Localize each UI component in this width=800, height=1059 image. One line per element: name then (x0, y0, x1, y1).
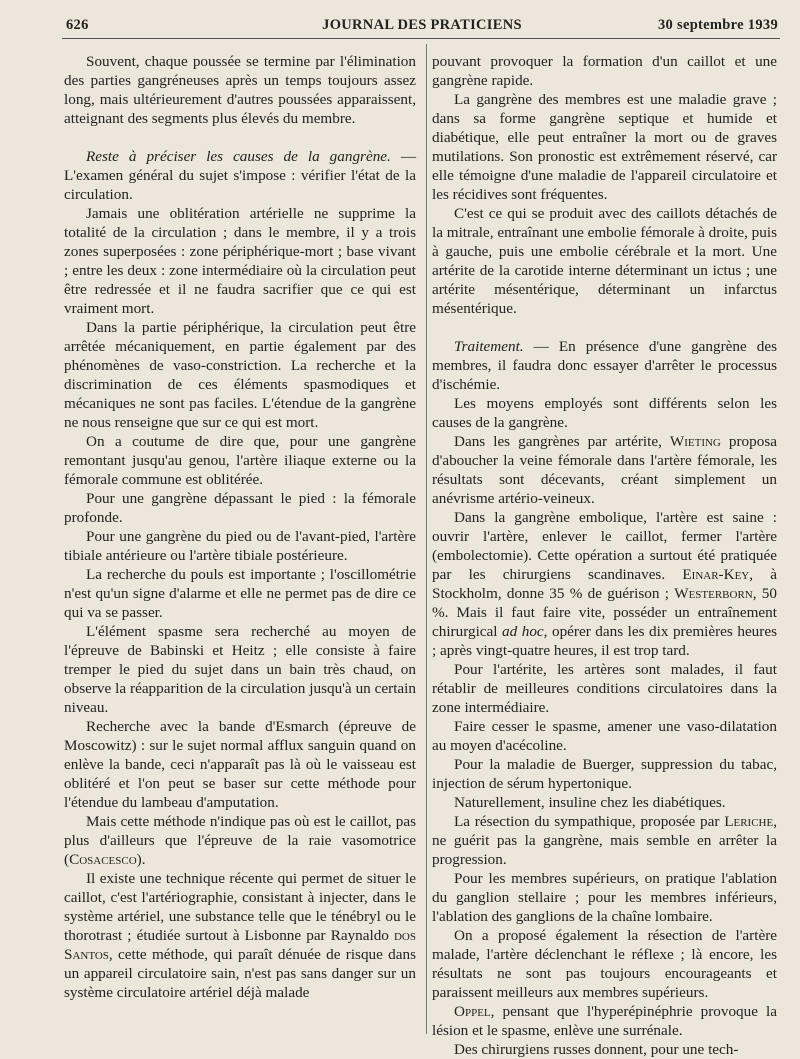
issue-date: 30 septembre 1939 (657, 17, 778, 33)
author-name: Oppel (454, 1003, 491, 1020)
page-header (66, 13, 778, 37)
author-name: Leriche (724, 813, 774, 830)
paragraph-text: Dans les gangrènes par artérite, (454, 433, 670, 450)
paragraph-text: , cette méthode, qui paraît dénuée de risque dans un appareil circulatoire sain, n'est pas sans danger sur un système circulatoire artériel déjà malade (64, 946, 416, 1001)
right-column (432, 52, 777, 1059)
paragraph: Naturellement, insuline chez les diabétiques. (454, 794, 726, 811)
paragraph: La gangrène des membres est une maladie grave ; dans sa forme gangrène septique et humide et diabétique, elle peut entraîner la mort ou de graves mutilations. Son pronostic est extrêmement réservé, car elle témoigne d'une maladie de l'appareil circulatoire et les récidives sont fréquentes. (432, 91, 777, 203)
author-name: Wieting (669, 433, 721, 450)
paragraph-text: — En présence d'une gangrène des membres, il faudra donc essayer d'arrêter le processus d'ischémie. (432, 338, 777, 393)
paragraph: L'élément spasme sera recherché au moyen de l'épreuve de Babinski et Heitz ; elle consiste à faire tremper le pied du sujet dans un bain très chaud, on observe la réapparition de la circulation jusqu'à un certain niveau. (64, 623, 416, 716)
paragraph-treatment (432, 337, 777, 394)
paragraph-text: Dans la gangrène embolique, l'artère est saine : ouvrir l'artère, enlever le caillot, fermer l'artère (embolectomie). Cette opération a surtout été pratiquée par les chirurgiens scandinaves. (432, 509, 777, 583)
paragraph (432, 812, 777, 869)
journal-title: JOURNAL DES PRATICIENS (322, 17, 522, 33)
author-name: dos Santos (64, 927, 416, 963)
paragraph: Les moyens employés sont différents selon les causes de la gangrène. (432, 395, 777, 431)
paragraph-text: , opérer dans les dix premières heures ; après vingt-quatre heures, il est trop tard. (432, 623, 777, 659)
header-rule (62, 38, 780, 39)
paragraph-text: — L'examen général du sujet s'impose : vérifier l'état de la circulation. (64, 148, 417, 203)
paragraph: Pour la maladie de Buerger, suppression du tabac, injection de sérum hypertonique. (432, 756, 777, 792)
paragraph: Dans la partie périphérique, la circulation peut être arrêtée mécaniquement, en partie également par des phénomènes de vaso-constriction. La recherche et la discrimination de ces éléments spasmodiques et mécaniques ne sont pas faciles. L'étendue de la gangrène ne nous renseigne que sur ce qui est mort. (64, 319, 416, 431)
paragraph: Recherche avec la bande d'Esmarch (épreuve de Moscowitz) : sur le sujet normal afflux sanguin quand on enlève la bande, ceci n'apparaît pas là où le vaisseau est oblitéré et l'on peut se baser sur cette méthode pour l'étendue du lambeau d'amputation. (64, 718, 416, 811)
section-heading-treatment: Traitement. (454, 338, 524, 355)
paragraph: Pour l'artérite, les artères sont malades, il faut rétablir de meilleures conditions circulatoires dans la zone intermédiaire. (432, 661, 777, 716)
author-name: Westerborn (674, 585, 753, 602)
paragraph-text: La résection du sympathique, proposée par (454, 813, 725, 830)
paragraph (432, 1002, 777, 1040)
paragraph: Souvent, chaque poussée se termine par l'élimination des parties gangréneuses après un temps toujours assez long, mais ultérieurement d'autres poussées apparaissent, atteignant des segments plus élevés du membre. (64, 53, 416, 127)
paragraph-text: proposa d'aboucher la veine fémorale dans l'artère fémorale, les résultats sont décevants, créant simplement un anévrisme artério-veineux. (432, 433, 777, 507)
paragraph: C'est ce qui se produit avec des caillots détachés de la mitrale, entraînant une embolie fémorale à droite, puis à gauche, puis une embolie cérébrale et la mort. Une artérite de la carotide interne déterminant un ictus ; une artérite mésentérique, déterminant un infarctus mésentérique. (432, 205, 777, 317)
column-divider (426, 44, 427, 1034)
paragraph: Pour une gangrène du pied ou de l'avant-pied, l'artère tibiale antérieure ou l'artère tibiale postérieure. (64, 528, 416, 564)
latin-phrase: ad hoc (502, 623, 544, 640)
paragraph-text: Il existe une technique récente qui permet de situer le caillot, c'est l'artériographie, consistant à injecter, dans le système artériel, une substance telle que le ténébryl ou le thorotrast ; étudiée surtout à Lisbonne par Raynaldo (64, 870, 416, 944)
paragraph: On a proposé également la résection de l'artère malade, l'artère déclenchant le réflexe ; là encore, les résultats ne sont pas toujours encourageants et paraissent meilleurs aux membres supérieurs. (432, 927, 777, 1001)
paragraph: Des chirurgiens russes donnent, pour une tech- (454, 1041, 739, 1058)
paragraph (432, 432, 777, 508)
paragraph-text: , pensant que l'hyperépinéphrie provoque la lésion et le spasme, enlève une surrénale. (432, 1003, 777, 1039)
paragraph (432, 508, 777, 660)
paragraph-text: , à Stockholm, donne 35 % de guérison ; (432, 566, 777, 602)
paragraph-text: ). (136, 851, 146, 868)
paragraph-text: , ne guérit pas la gangrène, mais semble en arrêter la progression. (432, 813, 777, 868)
paragraph-text: , 50 %. Mais il faut faire vite, posséder un entraînement chirurgical (432, 585, 777, 640)
paragraph: Pour une gangrène dépassant le pied : la fémorale profonde. (64, 490, 416, 526)
paragraph: Faire cesser le spasme, amener une vaso-dilatation au moyen d'acécoline. (432, 718, 777, 754)
paragraph-text: Mais cette méthode n'indique pas où est le caillot, pas plus d'ailleurs que l'épreuve de la raie vasomotrice ( (64, 813, 416, 868)
paragraph-causes (64, 147, 416, 204)
paragraph: La recherche du pouls est importante ; l'oscillométrie n'est qu'un signe d'alarme et elle ne permet pas de dire ce qui va se passer. (64, 566, 416, 621)
section-heading-causes: Reste à préciser les causes de la gangrène. (86, 148, 391, 165)
paragraph (64, 812, 416, 869)
left-column (64, 52, 416, 1002)
paragraph: On a coutume de dire que, pour une gangrène remontant jusqu'au genou, l'artère iliaque externe ou la fémorale commune est oblitérée. (64, 433, 416, 488)
author-name: Einar-Key (682, 566, 750, 583)
paragraph: Pour les membres supérieurs, on pratique l'ablation du ganglion stellaire ; pour les membres inférieurs, l'ablation des ganglions de la chaîne lombaire. (432, 870, 777, 925)
page-number: 626 (66, 17, 89, 33)
author-name: Cosacesco (69, 851, 137, 868)
paragraph: Jamais une oblitération artérielle ne supprime la totalité de la circulation ; dans le membre, il y a trois zones superposées : zone périphérique-mort ; base vivant ; entre les deux : zone intermédiaire où la circulation peut être redressée et il ne faudra sacrifier que ce qui est vraiment mort. (64, 205, 416, 317)
paragraph: pouvant provoquer la formation d'un caillot et une gangrène rapide. (432, 53, 777, 89)
paragraph (64, 869, 416, 1002)
